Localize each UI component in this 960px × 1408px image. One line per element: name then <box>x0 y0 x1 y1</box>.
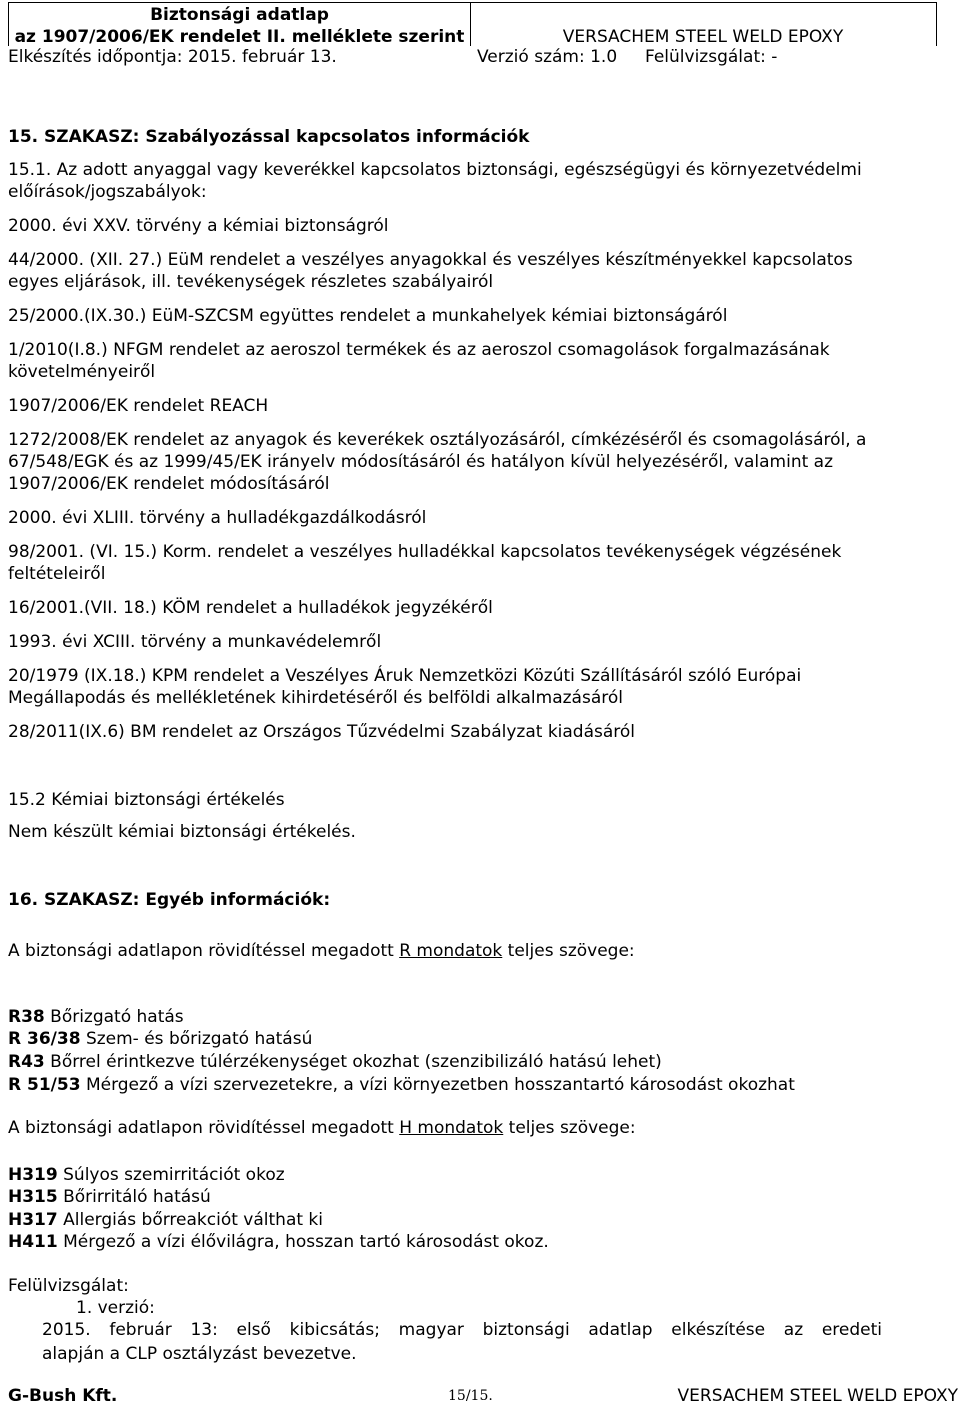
header-product: VERSACHEM STEEL WELD EPOXY <box>562 27 844 47</box>
r-phrase <box>8 1052 662 1072</box>
h-phrase-text: Súlyos szemirritációt okoz <box>57 1165 285 1185</box>
law-item: 25/2000.(IX.30.) EüM-SZCSM együttes rendelet a munkahelyek kémiai biztonságáról <box>8 306 728 326</box>
r-phrase-text: Bőrizgató hatás <box>44 1007 184 1027</box>
law-item-cont: 67/548/EGK és az 1999/45/EK irányelv módosításáról és hatályon kívül helyezéséről, valamint az <box>8 452 834 472</box>
r-phrase <box>8 1007 184 1027</box>
law-item-cont: 1907/2006/EK rendelet módosításáról <box>8 474 330 494</box>
law-item: 1/2010(I.8.) NFGM rendelet az aeroszol termékek és az aeroszol csomagolások forgalmazásának <box>8 340 830 360</box>
footer-page-number: 15/15. <box>448 1388 493 1404</box>
law-item-cont: egyes eljárások, ill. tevékenységek részletes szabályairól <box>8 272 494 292</box>
r-phrase-code: R 36/38 <box>8 1029 81 1049</box>
r-phrase <box>8 1075 795 1095</box>
law-item: 1907/2006/EK rendelet REACH <box>8 396 269 416</box>
law-item: 16/2001.(VII. 18.) KÖM rendelet a hulladékok jegyzékéről <box>8 598 493 618</box>
h-phrase <box>8 1165 285 1185</box>
r-phrases-link: R mondatok <box>399 941 503 961</box>
law-item: 2000. évi XLIII. törvény a hulladékgazdálkodásról <box>8 508 427 528</box>
h-phrase-code: H319 <box>8 1165 58 1185</box>
law-item: 44/2000. (XII. 27.) EüM rendelet a veszélyes anyagokkal és veszélyes készítményekkel kapcsolatos <box>8 250 853 270</box>
version-number: Verzió szám: 1.0 <box>477 47 618 67</box>
section-15-2-text: Nem készült kémiai biztonsági értékelés. <box>8 822 356 842</box>
header-title: Biztonsági adatlap <box>150 5 329 25</box>
prepared-date: Elkészítés időpontja: 2015. február 13. <box>8 47 337 67</box>
law-item: 1272/2008/EK rendelet az anyagok és keverékek osztályozásáról, címkézéséről és csomagolásáról, a <box>8 430 867 450</box>
section-16-heading: 16. SZAKASZ: Egyéb információk: <box>8 890 331 910</box>
h-phrase <box>8 1187 211 1207</box>
law-item-cont: követelményeiről <box>8 362 156 382</box>
r-phrase-code: R43 <box>8 1052 45 1072</box>
h-phrase-text: Mérgező a vízi élővilágra, hosszan tartó károsodást okoz. <box>57 1232 549 1252</box>
h-phrases-link: H mondatok <box>399 1118 504 1138</box>
document-header <box>8 2 937 46</box>
h-phrase <box>8 1232 549 1252</box>
law-item: 20/1979 (IX.18.) KPM rendelet a Veszélyes Áruk Nemzetközi Közúti Szállításáról szóló Európai <box>8 666 802 686</box>
header-regulation: az 1907/2006/EK rendelet II. melléklete szerint <box>14 27 465 47</box>
h-phrase-code: H315 <box>8 1187 58 1207</box>
header-meta-row <box>8 47 938 69</box>
footer-product: VERSACHEM STEEL WELD EPOXY <box>677 1386 958 1406</box>
h-phrase-text: Bőrirritáló hatású <box>57 1187 211 1207</box>
header-divider <box>470 3 471 46</box>
r-phrase-code: R38 <box>8 1007 45 1027</box>
r-phrase-text: Bőrrel érintkezve túlérzékenységet okozhat (szenzibilizáló hatású lehet) <box>44 1052 662 1072</box>
version-text-cont: alapján a CLP osztályzást bevezetve. <box>42 1344 357 1364</box>
law-item: 28/2011(IX.6) BM rendelet az Országos Tűzvédelmi Szabályzat kiadásáról <box>8 722 636 742</box>
h-phrases-intro: A biztonsági adatlapon rövidítéssel megadott H mondatok teljes szövege: <box>8 1118 636 1138</box>
version-text: 2015. február 13: első kibicsátás; magyar biztonsági adatlap elkészítése az eredeti <box>42 1320 882 1340</box>
h-phrase-text: Allergiás bőrreakciót válthat ki <box>57 1210 323 1230</box>
law-item: 2000. évi XXV. törvény a kémiai biztonságról <box>8 216 389 236</box>
section-15-heading: 15. SZAKASZ: Szabályozással kapcsolatos információk <box>8 127 530 147</box>
review-label: Felülvizsgálat: <box>8 1276 129 1296</box>
r-phrase-code: R 51/53 <box>8 1075 81 1095</box>
h-phrase-code: H317 <box>8 1210 58 1230</box>
r-phrase-text: Szem- és bőrizgató hatású <box>80 1029 313 1049</box>
h-phrase-code: H411 <box>8 1232 58 1252</box>
revision-status: Felülvizsgálat: - <box>645 47 778 67</box>
r-phrase <box>8 1029 312 1049</box>
r-phrase-text: Mérgező a vízi szervezetekre, a vízi környezetben hosszantartó károsodást okozhat <box>80 1075 795 1095</box>
law-item-cont: feltételeiről <box>8 564 106 584</box>
footer-company: G-Bush Kft. <box>8 1386 118 1406</box>
r-phrases-intro: A biztonsági adatlapon rövidítéssel megadott R mondatok teljes szövege: <box>8 941 635 961</box>
law-item-cont: Megállapodás és mellékletének kihirdetéséről és belföldi alkalmazásáról <box>8 688 623 708</box>
h-phrase <box>8 1210 323 1230</box>
section-15-2-title: 15.2 Kémiai biztonsági értékelés <box>8 790 285 810</box>
law-item: 98/2001. (VI. 15.) Korm. rendelet a veszélyes hulladékkal kapcsolatos tevékenységek végzésének <box>8 542 842 562</box>
section-15-1-title: 15.1. Az adott anyaggal vagy keverékkel kapcsolatos biztonsági, egészségügyi és környezetvédelmi <box>8 160 862 180</box>
law-item: 1993. évi XCIII. törvény a munkavédelemről <box>8 632 382 652</box>
section-15-1-title-cont: előírások/jogszabályok: <box>8 182 207 202</box>
version-item: 1. verzió: <box>76 1298 155 1318</box>
